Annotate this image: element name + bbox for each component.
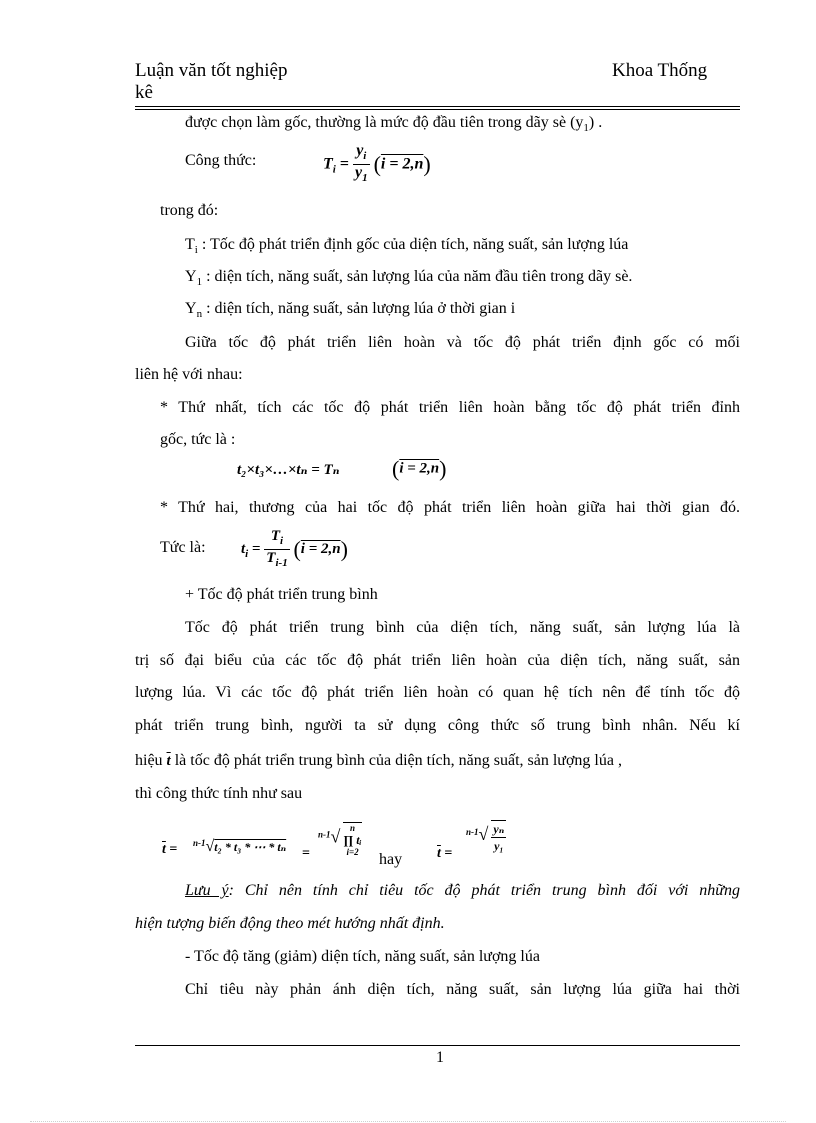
formula-product-range: (i = 2,n) <box>392 456 447 481</box>
paragraph-1-line-1: Giữa tốc độ phát triển liên hoàn và tốc độ phát triển định gốc có mối <box>185 334 740 351</box>
paragraph-2-line-5: hiệu $\overline{t}$ là tốc độ phát triển trung bình của diện tích, năng suất, sản lượng lúa , <box>135 752 622 769</box>
average-heading: + Tốc độ phát triển trung bình <box>185 586 378 603</box>
paragraph-2-line-1: Tốc độ phát triển trung bình của diện tích, năng suất, sản lượng lúa là <box>185 619 740 636</box>
formula-label: Công thức: <box>185 152 257 169</box>
formula-mean-root-2: $^{n-1}$√ n ∏ tᵢ i=2 <box>318 823 362 857</box>
paragraph-1-line-2: liên hệ với nhau: <box>135 366 243 383</box>
formula-ratio: $t_i$ = $\frac{T_i}{T_{i-1}}$ (i = 2,n) <box>241 528 348 569</box>
header-right: Khoa Thống <box>612 60 708 81</box>
first-point-line-1: * Thứ nhất, tích các tốc độ phát triển liên hoàn bằng tốc độ phát triển đỉnh <box>160 399 740 416</box>
paragraph-2-line-4: phát triển trung bình, người ta sử dụng công thức số trung bình nhân. Nếu kí <box>135 717 740 734</box>
definition-y1: $Y_1$ : diện tích, năng suất, sản lượng lúa của năm đầu tiên trong dãy sè. <box>185 268 633 289</box>
header-rule-top <box>135 106 740 107</box>
tuc-la-label: Tức là: <box>160 539 206 556</box>
formula-mean-root-1: $^{n-1}$√t₂ * t₃ * ⋯ * tₙ <box>193 838 287 855</box>
formula-mean-lhs: $\overline{t}$ = <box>162 842 178 857</box>
formula-ti: $T_i$ = $\frac{y_i}{y_1}$ (i = 2,n) <box>323 142 431 185</box>
where-label: trong đó: <box>160 202 219 219</box>
page-number: 1 <box>436 1049 444 1066</box>
growth-heading: - Tốc độ tăng (giảm) diện tích, năng suất, sản lượng lúa <box>185 948 540 965</box>
paragraph-2-line-3: lượng lúa. Vì các tốc độ phát triển liên hoàn có quan hệ tích nên để tính tốc độ <box>135 684 740 701</box>
footer-rule <box>135 1045 740 1046</box>
body-line-1: được chọn làm gốc, thường là mức độ đầu tiên trong dãy sè $(y_1)$ . <box>185 114 603 135</box>
formula-mean-root-3: $^{n-1}$√ $\frac{\text{yₙ}}{\text{y₁}}$ <box>466 822 505 853</box>
formula-mean-lhs-2: $\overline{t}$ = <box>437 846 453 861</box>
header-rule-bottom <box>135 109 740 110</box>
paragraph-2-line-2: trị số đại biểu của các tốc độ phát triển liên hoàn của diện tích, năng suất, sản <box>135 652 740 669</box>
last-line: Chỉ tiêu này phản ánh diện tích, năng suất, sản lượng lúa giữa hai thời <box>185 981 740 998</box>
paragraph-2-line-6: thì công thức tính như sau <box>135 785 303 802</box>
header-left: Luận văn tốt nghiệp <box>135 60 288 81</box>
first-point-line-2: gốc, tức là : <box>160 431 236 448</box>
definition-ti: $T_i$ : Tốc độ phát triển định gốc của diện tích, năng suất, sản lượng lúa <box>185 236 629 257</box>
formula-hay: hay <box>379 851 403 868</box>
formula-product: t₂×t₃×…×tₙ = Tₙ <box>237 462 340 478</box>
note-line-2: hiện tượng biến động theo mét hướng nhất định. <box>135 915 445 932</box>
second-point: * Thứ hai, thương của hai tốc độ phát triển liên hoàn giữa hai thời gian đó. <box>160 499 740 516</box>
note-line-1: Lưu ý: Chỉ nên tính chỉ tiêu tốc độ phát triển trung bình đối với những <box>185 882 740 899</box>
formula-mean-eq: = <box>302 846 310 861</box>
definition-yn: $Y_n$ : diện tích, năng suất, sản lượng lúa ở thời gian i <box>185 300 516 321</box>
header-left-wrap: kê <box>135 82 153 103</box>
page-bottom-dotted-line <box>30 1121 786 1122</box>
